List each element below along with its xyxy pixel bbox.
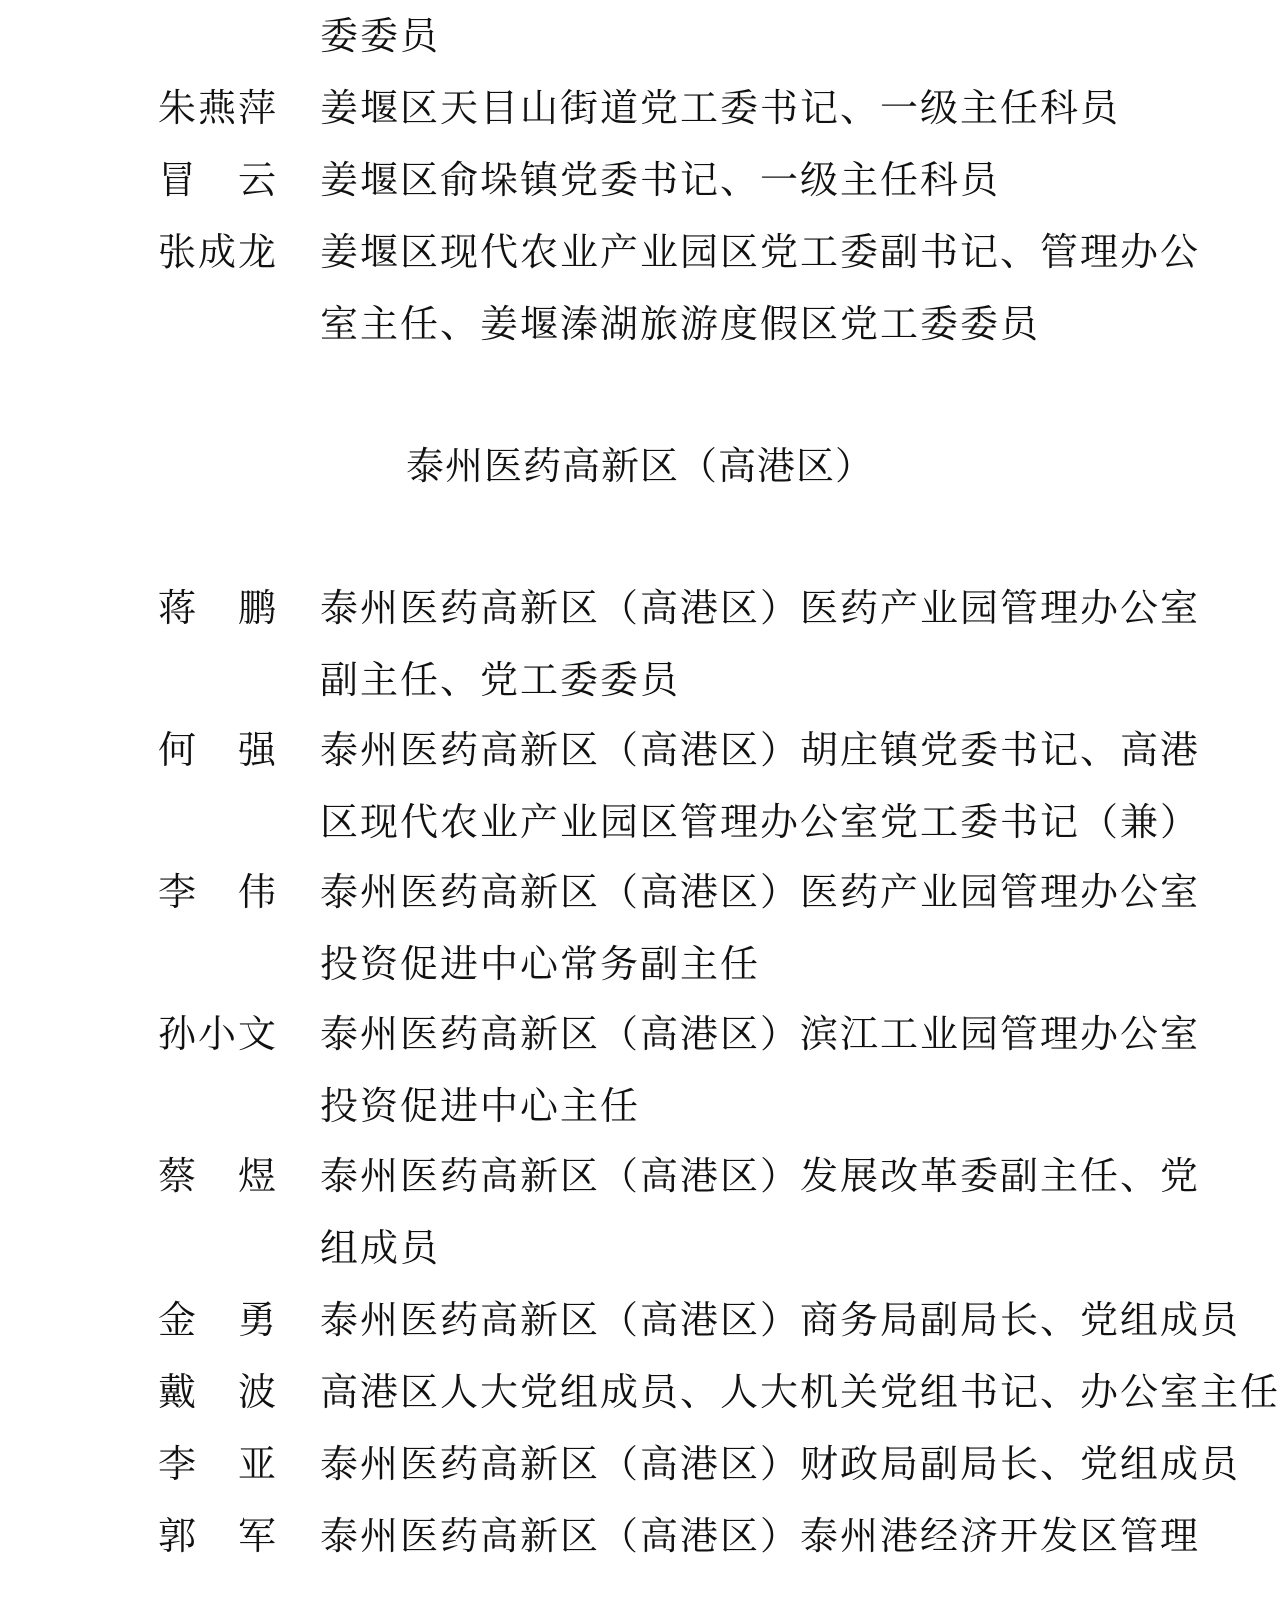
person-name: 冒 云 bbox=[158, 158, 279, 202]
entry-description-line: 副主任、党工委委员 bbox=[320, 658, 681, 702]
person-name: 蒋 鹏 bbox=[158, 586, 279, 630]
section-heading: 泰州医药高新区（高港区） bbox=[405, 444, 874, 488]
person-name: 金 勇 bbox=[158, 1298, 279, 1342]
entry-description-line: 姜堰区现代农业产业园区党工委副书记、管理办公 bbox=[320, 230, 1201, 274]
entry-description-line: 泰州医药高新区（高港区）医药产业园管理办公室 bbox=[320, 586, 1201, 630]
person-name: 郭 军 bbox=[158, 1514, 279, 1558]
entry-description-line: 泰州医药高新区（高港区）泰州港经济开发区管理 bbox=[320, 1514, 1201, 1558]
entry-description-line: 泰州医药高新区（高港区）发展改革委副主任、党 bbox=[320, 1154, 1201, 1198]
person-name: 戴 波 bbox=[158, 1370, 279, 1414]
entry-description-line: 投资促进中心主任 bbox=[320, 1084, 641, 1128]
entry-description-line: 组成员 bbox=[320, 1226, 441, 1270]
person-name: 蔡 煜 bbox=[158, 1154, 279, 1198]
entry-description-line: 泰州医药高新区（高港区）商务局副局长、党组成员 bbox=[320, 1298, 1241, 1342]
person-name: 孙小文 bbox=[158, 1012, 279, 1056]
entry-description-line: 泰州医药高新区（高港区）财政局副局长、党组成员 bbox=[320, 1442, 1241, 1486]
person-name: 张成龙 bbox=[158, 230, 279, 274]
entry-description-line: 投资促进中心常务副主任 bbox=[320, 942, 761, 986]
person-name: 朱燕萍 bbox=[158, 86, 279, 130]
entry-description-line: 委委员 bbox=[320, 14, 441, 58]
entry-description-line: 室主任、姜堰溱湖旅游度假区党工委委员 bbox=[320, 302, 1041, 346]
entry-description-line: 泰州医药高新区（高港区）滨江工业园管理办公室 bbox=[320, 1012, 1201, 1056]
entry-description-line: 姜堰区俞垛镇党委书记、一级主任科员 bbox=[320, 158, 1001, 202]
entry-description-line: 区现代农业产业园区管理办公室党工委书记（兼） bbox=[320, 800, 1201, 844]
entry-description-line: 泰州医药高新区（高港区）医药产业园管理办公室 bbox=[320, 870, 1201, 914]
entry-description-line: 泰州医药高新区（高港区）胡庄镇党委书记、高港 bbox=[320, 728, 1201, 772]
entry-description-line: 高港区人大党组成员、人大机关党组书记、办公室主任 bbox=[320, 1370, 1280, 1414]
person-name: 何 强 bbox=[158, 728, 279, 772]
person-name: 李 亚 bbox=[158, 1442, 279, 1486]
person-name: 李 伟 bbox=[158, 870, 279, 914]
entry-description-line: 姜堰区天目山街道党工委书记、一级主任科员 bbox=[320, 86, 1121, 130]
